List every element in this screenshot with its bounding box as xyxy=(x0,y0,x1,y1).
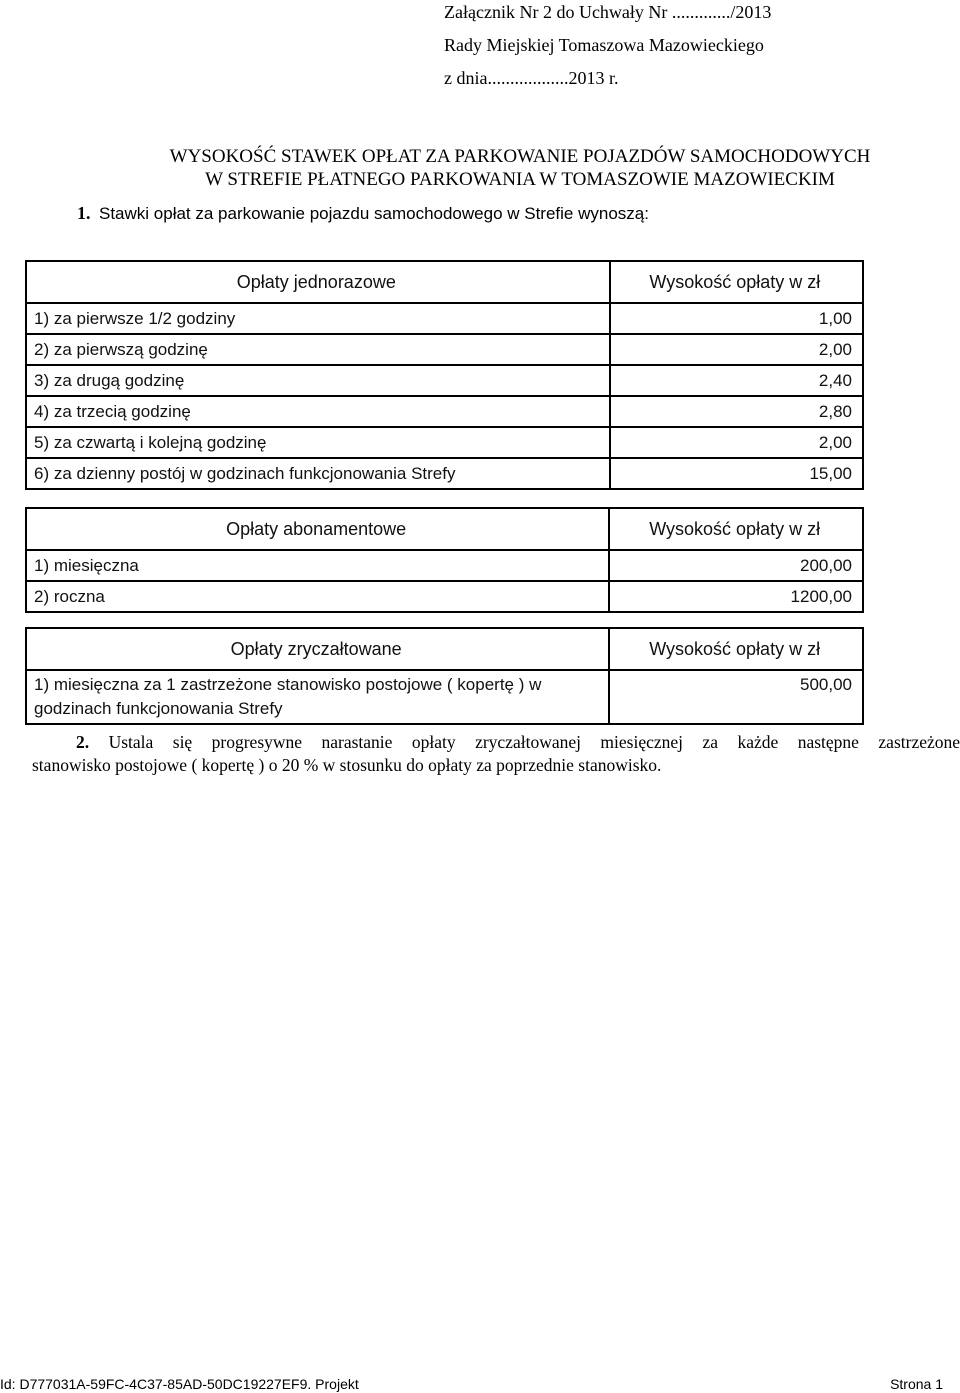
fee-label: 1) miesięczna xyxy=(26,550,609,581)
fee-label: 2) za pierwszą godzinę xyxy=(26,334,610,365)
flat-fees-header-label: Opłaty zryczałtowane xyxy=(26,628,609,670)
fee-label: 3) za drugą godzinę xyxy=(26,365,610,396)
section-1 xyxy=(77,202,649,225)
header-attachment-line: Załącznik Nr 2 do Uchwały Nr ............./2013 xyxy=(444,2,772,22)
document-title-line1: WYSOKOŚĆ STAWEK OPŁAT ZA PARKOWANIE POJAZDÓW SAMOCHODOWYCH xyxy=(169,146,871,167)
footer-document-id: Id: D777031A-59FC-4C37-85AD-50DC19227EF9. Projekt xyxy=(0,1376,359,1392)
table-row xyxy=(26,581,863,612)
fee-label: 6) za dzienny postój w godzinach funkcjonowania Strefy xyxy=(26,458,610,489)
fee-value: 2,40 xyxy=(610,365,863,396)
table-row xyxy=(26,303,863,334)
fee-label: 2) roczna xyxy=(26,581,609,612)
table-row xyxy=(26,365,863,396)
table-header-row xyxy=(26,508,863,550)
table-row xyxy=(26,670,863,724)
subscription-fees-table xyxy=(25,507,864,613)
section-2-line1 xyxy=(32,731,960,754)
table-header-row xyxy=(26,628,863,670)
header-date-line: z dnia..................2013 r. xyxy=(444,68,619,88)
table-row xyxy=(26,396,863,427)
single-fees-header-value: Wysokość opłaty w zł xyxy=(610,261,863,303)
section-2-text-line1: Ustala się progresywne narastanie opłaty zryczałtowanej miesięcznej za każde następne zastrzeżone xyxy=(108,732,960,752)
subscription-fees-header-value: Wysokość opłaty w zł xyxy=(609,508,863,550)
page-footer xyxy=(0,1376,943,1392)
table-row xyxy=(26,334,863,365)
section-1-text: Stawki opłat za parkowanie pojazdu samochodowego w Strefie wynoszą: xyxy=(99,204,649,223)
flat-fees-header-value: Wysokość opłaty w zł xyxy=(609,628,863,670)
fee-value: 15,00 xyxy=(610,458,863,489)
table-row xyxy=(26,458,863,489)
fee-value: 2,00 xyxy=(610,334,863,365)
section-2-number: 2. xyxy=(76,732,90,752)
table-row xyxy=(26,550,863,581)
table-row xyxy=(26,427,863,458)
fee-value: 2,80 xyxy=(610,396,863,427)
header-council-line: Rady Miejskiej Tomaszowa Mazowieckiego xyxy=(444,35,764,55)
flat-fees-table xyxy=(25,627,864,725)
section-1-number: 1. xyxy=(77,203,91,223)
footer-page-number: Strona 1 xyxy=(890,1376,943,1392)
fee-value: 500,00 xyxy=(609,670,863,724)
single-fees-table xyxy=(25,260,864,490)
fee-value: 2,00 xyxy=(610,427,863,458)
fee-label: 1) miesięczna za 1 zastrzeżone stanowisko postojowe ( kopertę ) w godzinach funkcjonowania Strefy xyxy=(26,670,609,724)
fee-value: 200,00 xyxy=(609,550,863,581)
document-title-line2: W STREFIE PŁATNEGO PARKOWANIA W TOMASZOWIE MAZOWIECKIM xyxy=(205,169,835,190)
fee-label: 1) za pierwsze 1/2 godziny xyxy=(26,303,610,334)
fee-label: 5) za czwartą i kolejną godzinę xyxy=(26,427,610,458)
fee-label: 4) za trzecią godzinę xyxy=(26,396,610,427)
single-fees-header-label: Opłaty jednorazowe xyxy=(26,261,610,303)
section-2-paragraph xyxy=(32,731,960,777)
fee-value: 1200,00 xyxy=(609,581,863,612)
section-2-text-line2: stanowisko postojowe ( kopertę ) o 20 % w stosunku do opłaty za poprzednie stanowisko. xyxy=(32,755,662,775)
subscription-fees-header-label: Opłaty abonamentowe xyxy=(26,508,609,550)
table-header-row xyxy=(26,261,863,303)
fee-value: 1,00 xyxy=(610,303,863,334)
